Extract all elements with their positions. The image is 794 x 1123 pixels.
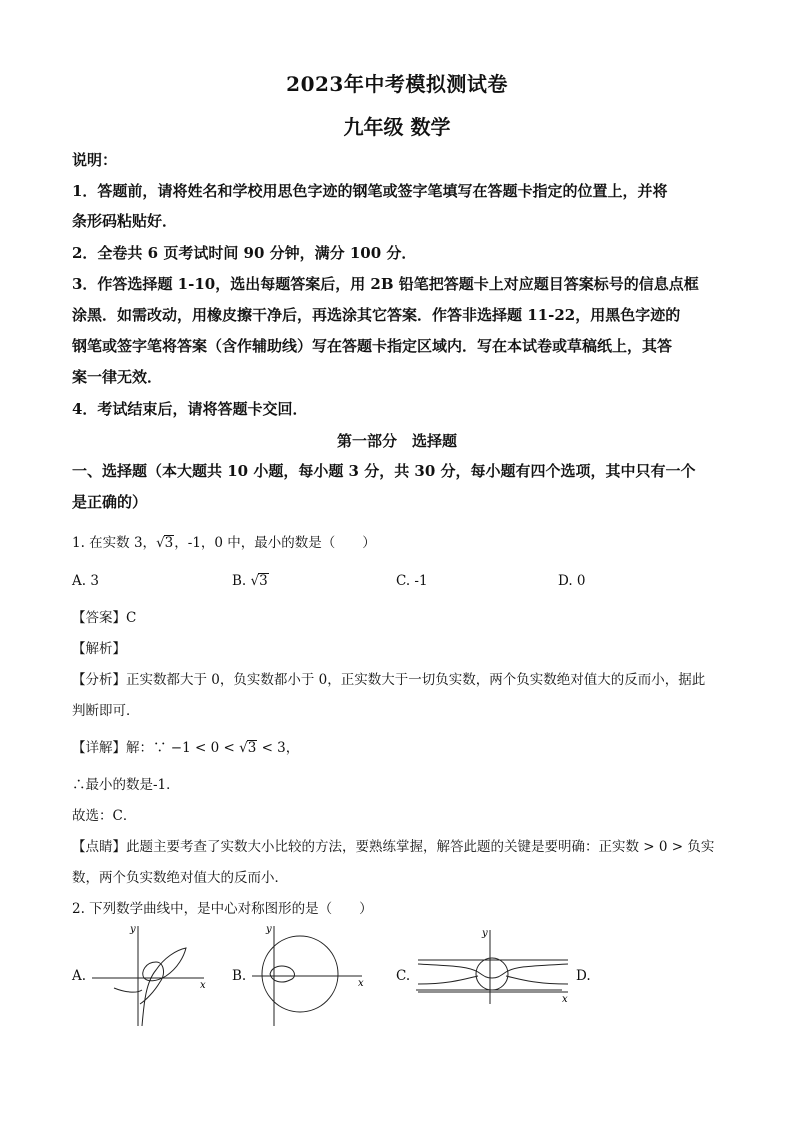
instructions-heading: 说明： (72, 151, 118, 169)
q2-option-c-label: C. (396, 968, 411, 984)
outer-loop (262, 936, 338, 1012)
q1-stem-pre: 1. 在实数 3， (72, 535, 157, 551)
q2-graph-c (412, 926, 572, 1006)
instruction-1-line-2: 条形码粘贴好． (72, 212, 178, 230)
x-axis-label: x (200, 980, 206, 991)
instruction-3-line-4: 案一律无效． (72, 368, 163, 386)
instruction-3-line-2: 涂黑．如需改动，用橡皮擦干净后，再选涂其它答案．作答非选择题 11-22，用黑色字迹的 (72, 306, 681, 324)
q1-option-b-label: B. (232, 573, 247, 589)
analysis-tag: 【解析】 (72, 641, 126, 657)
y-axis-label: y (130, 924, 136, 935)
xiangjie-post: < 3， (261, 740, 300, 756)
instruction-3-line-3: 钢笔或签字笔将答案（含作辅助线）写在答题卡指定区域内．写在本试卷或草稿纸上，其答 (72, 337, 673, 355)
x-axis-label: x (562, 994, 568, 1005)
instruction-2: 2．全卷共 6 页考试时间 90 分钟，满分 100 分． (72, 244, 417, 262)
q1-option-b (232, 573, 269, 589)
q1-option-a: A. 3 (72, 573, 99, 589)
q1-answer (72, 608, 722, 628)
q1-stem-post: ，-1，0 中，最小的数是（ ） (174, 535, 376, 551)
q2-stem: 2. 下列数学曲线中，是中心对称图形的是（ ） (72, 901, 373, 917)
xiangjie-pre: 解：∵ −1 < 0 < (126, 740, 235, 756)
q2-option-b-label: B. (232, 968, 247, 984)
sqrt-symbol: √ (156, 535, 165, 551)
q2-graph-a (86, 922, 210, 1030)
q1-option-b-sqrt: 3 (259, 573, 268, 589)
fenxi-text: 正实数都大于 0，负实数都小于 0，正实数大于一切负实数，两个负实数绝对值大的反而小，据此 (126, 672, 706, 688)
answer-value: C (126, 610, 137, 626)
part-title: 第一部分 选择题 (336, 432, 457, 450)
fenxi-tag: 【分析】 (72, 672, 126, 688)
section-heading-line-2: 是正确的） (72, 493, 148, 511)
witch-curve (418, 964, 568, 978)
dianjing-line-2: 数，两个负实数绝对值大的反而小． (72, 870, 288, 886)
dianjing-line-1 (72, 837, 722, 857)
answer-tag: 【答案】 (72, 610, 126, 626)
xiangjie-sqrt: 3 (247, 740, 257, 756)
right-branch (506, 976, 568, 984)
x-axis-label: x (358, 978, 364, 989)
sqrt-symbol: √ (250, 573, 260, 589)
q1-choice: 故选：C． (72, 808, 137, 824)
q1-conclusion: ∴最小的数是-1． (72, 777, 180, 793)
exam-subtitle: 九年级 数学 (343, 115, 451, 139)
instruction-4: 4．考试结束后，请将答题卡交回． (72, 400, 308, 418)
q2-option-d-label: D. (576, 968, 591, 984)
y-axis-label: y (482, 928, 488, 939)
fenxi-line-1 (72, 670, 722, 690)
q2-option-a-label: A. (72, 968, 87, 984)
q2-graph-b (248, 922, 368, 1030)
instruction-1-line-1: 1．答题前，请将姓名和学校用思色字迹的钢笔或签字笔填写在答题卡指定的位置上，并将 (72, 182, 668, 200)
q1-option-c: C. -1 (396, 573, 428, 589)
sqrt-symbol: √ (239, 740, 248, 756)
q1-stem (72, 533, 722, 553)
folium-curve (140, 948, 186, 1026)
xiangjie-tag: 【详解】 (72, 740, 126, 756)
left-branch (418, 976, 478, 984)
section-heading-line-1: 一、选择题（本大题共 10 小题，每小题 3 分，共 30 分，每小题有四个选项，其中只有一个 (72, 462, 696, 480)
instruction-3-line-1: 3．作答选择题 1-10，选出每题答案后，用 2B 铅笔把答题卡上对应题目答案标号的信息点框 (72, 275, 699, 293)
y-axis-label: y (266, 924, 272, 935)
xiangjie-line (72, 738, 722, 758)
fenxi-line-2: 判断即可． (72, 703, 140, 719)
dianjing-tag: 【点睛】 (72, 839, 126, 855)
dianjing-text: 此题主要考查了实数大小比较的方法，要熟练掌握，解答此题的关键是要明确：正实数 > 0 > 负实 (126, 839, 715, 855)
q1-stem-sqrt: 3 (164, 535, 174, 551)
exam-title: 2023年中考模拟测试卷 (286, 72, 508, 96)
q1-option-d: D. 0 (558, 573, 586, 589)
